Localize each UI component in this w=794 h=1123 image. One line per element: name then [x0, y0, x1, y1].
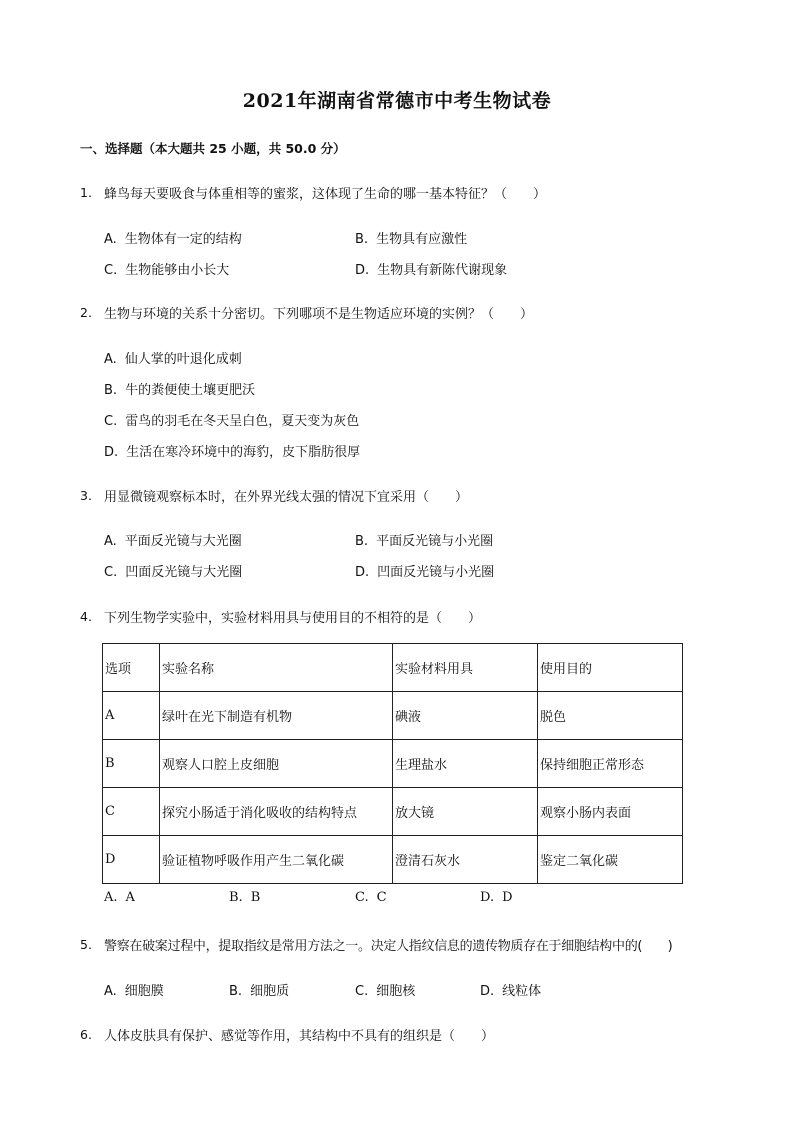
- option-b: B. 细胞质: [229, 984, 290, 999]
- option-c: C. 生物能够由小长大: [104, 263, 230, 278]
- question-number: 1.: [80, 185, 92, 200]
- option-c: C. 雷鸟的羽毛在冬天呈白色，夏天变为灰色: [104, 414, 360, 429]
- table-row: [103, 740, 683, 788]
- question-text: 人体皮肤具有保护、感觉等作用，其结构中不具有的组织是（ ）: [104, 1029, 495, 1044]
- option-a: A. A: [104, 890, 135, 905]
- question-number: 3.: [80, 488, 92, 503]
- table-cell: 脱色: [538, 692, 683, 740]
- option-c: C. 凹面反光镜与大光圈: [104, 565, 243, 580]
- option-d: D. D: [480, 890, 513, 905]
- option-a: A. 仙人掌的叶退化成刺: [104, 352, 242, 367]
- table-cell: B: [103, 740, 160, 788]
- table-cell: 绿叶在光下制造有机物: [160, 692, 393, 740]
- option-c: C. C: [355, 890, 387, 905]
- table-header-cell: 使用目的: [538, 644, 683, 692]
- question-number: 5.: [80, 937, 92, 952]
- option-a: A. 生物体有一定的结构: [104, 232, 242, 247]
- table-header-cell: 选项: [103, 644, 160, 692]
- question-text: 下列生物学实验中，实验材料用具与使用目的不相符的是（ ）: [104, 611, 482, 626]
- question-text: 生物与环境的关系十分密切。下列哪项不是生物适应环境的实例？（ ）: [104, 307, 534, 322]
- section-heading: 一、选择题（本大题共 25 小题，共 50.0 分）: [80, 141, 346, 156]
- experiment-table: [102, 643, 683, 884]
- table-cell: 碘液: [393, 692, 538, 740]
- option-a: A. 平面反光镜与大光圈: [104, 534, 242, 549]
- question-number: 4.: [80, 609, 92, 624]
- table-cell: 生理盐水: [393, 740, 538, 788]
- option-d: D. 生物具有新陈代谢现象: [355, 263, 508, 278]
- exam-title: 2021年湖南省常德市中考生物试卷: [242, 90, 552, 112]
- table-cell: 探究小肠适于消化吸收的结构特点: [160, 788, 393, 836]
- table-row: [103, 836, 683, 884]
- question-text: 警察在破案过程中，提取指纹是常用方法之一。决定人指纹信息的遗传物质存在于细胞结构中的( ): [104, 939, 673, 954]
- option-a: A. 细胞膜: [104, 984, 164, 999]
- option-d: D. 线粒体: [480, 984, 542, 999]
- table-cell: 观察小肠内表面: [538, 788, 683, 836]
- option-d: D. 凹面反光镜与小光圈: [355, 565, 495, 580]
- option-c: C. 细胞核: [355, 984, 416, 999]
- table-cell: D: [103, 836, 160, 884]
- question-text: 用显微镜观察标本时，在外界光线太强的情况下宜采用（ ）: [104, 490, 469, 505]
- table-cell: 鉴定二氧化碳: [538, 836, 683, 884]
- table-header-cell: 实验名称: [160, 644, 393, 692]
- option-d: D. 生活在寒冷环境中的海豹，皮下脂肪很厚: [104, 445, 361, 460]
- question-number: 6.: [80, 1027, 92, 1042]
- table-cell: 保持细胞正常形态: [538, 740, 683, 788]
- table-cell: A: [103, 692, 160, 740]
- table-cell: 放大镜: [393, 788, 538, 836]
- table-header-row: [103, 644, 683, 692]
- table-cell: C: [103, 788, 160, 836]
- table-row: [103, 692, 683, 740]
- question-number: 2.: [80, 305, 92, 320]
- table-cell: 验证植物呼吸作用产生二氧化碳: [160, 836, 393, 884]
- option-b: B. 生物具有应激性: [355, 232, 468, 247]
- question-text: 蜂鸟每天要吸食与体重相等的蜜浆，这体现了生命的哪一基本特征？（ ）: [104, 187, 547, 202]
- option-b: B. 牛的粪便使土壤更肥沃: [104, 383, 256, 398]
- table-row: [103, 788, 683, 836]
- option-b: B. B: [229, 890, 261, 905]
- table-header-cell: 实验材料用具: [393, 644, 538, 692]
- table-cell: 观察人口腔上皮细胞: [160, 740, 393, 788]
- option-b: B. 平面反光镜与小光圈: [355, 534, 494, 549]
- table-cell: 澄清石灰水: [393, 836, 538, 884]
